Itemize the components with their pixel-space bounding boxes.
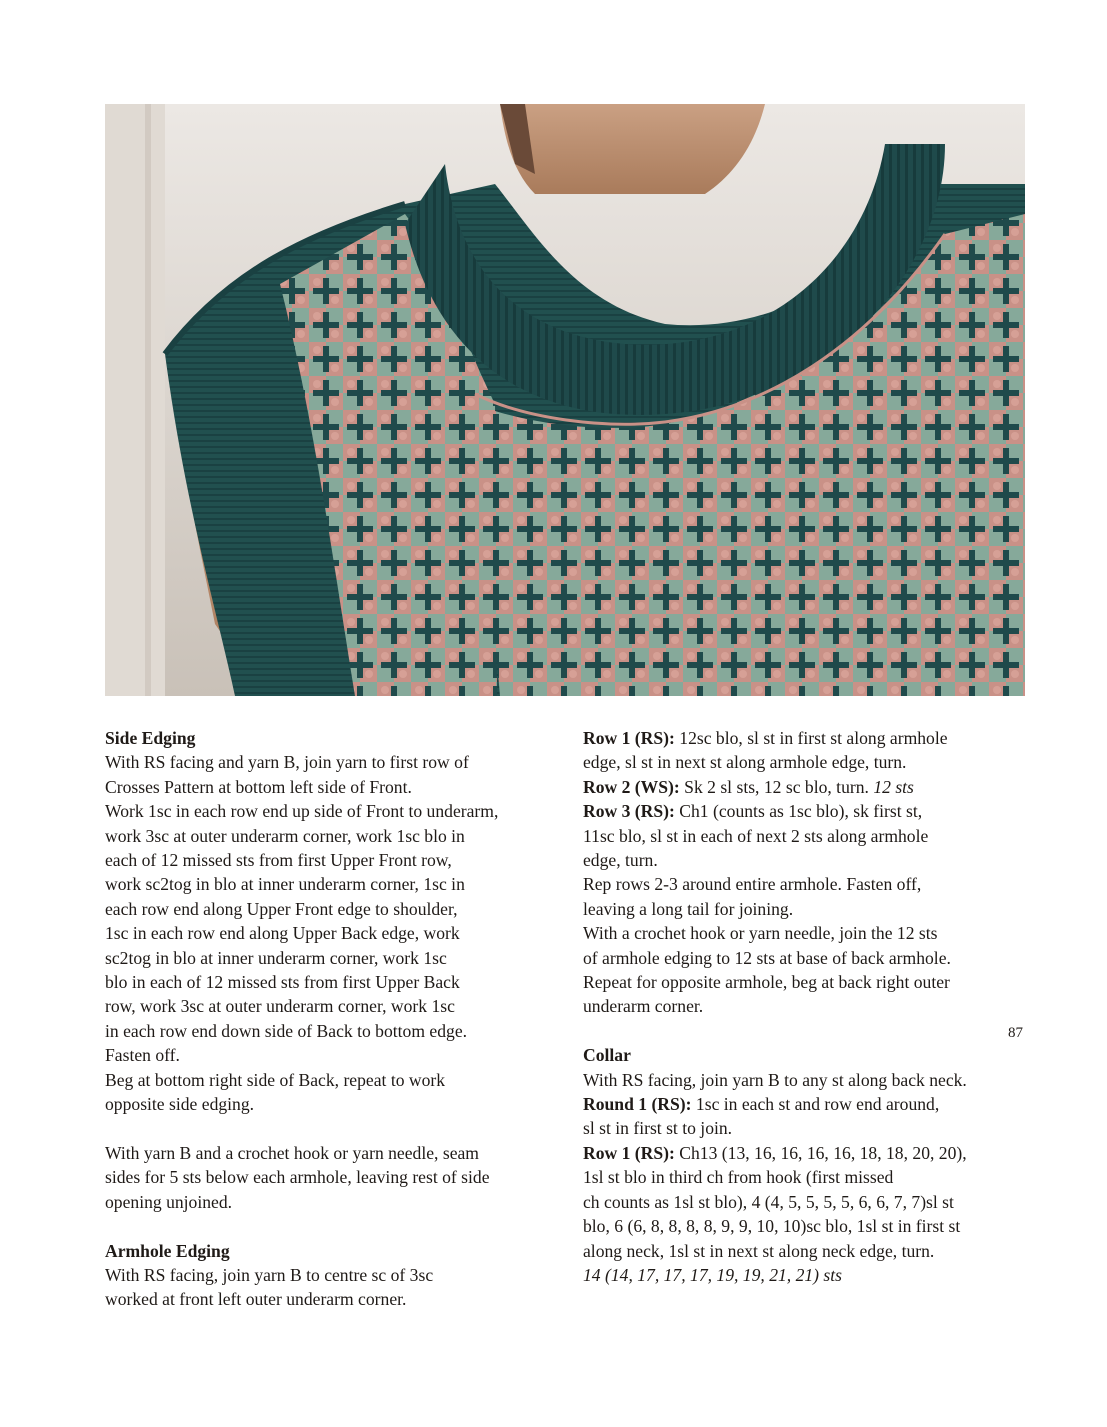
text-line: each row end along Upper Front edge to shoulder, xyxy=(105,898,458,919)
text-line: sc2tog in blo at inner underarm corner, work 1sc xyxy=(105,947,447,968)
spacer xyxy=(583,1019,1023,1043)
collar-heading: Collar xyxy=(583,1045,631,1066)
text-line: worked at front left outer underarm corner. xyxy=(105,1289,407,1310)
armhole-row-1-cont: edge, sl st in next st along armhole edge, turn. xyxy=(583,752,907,773)
text-line: With RS facing and yarn B, join yarn to first row of xyxy=(105,752,469,773)
armhole-repeat-text xyxy=(583,872,1023,1018)
text-line: 1sl st blo in third ch from hook (first missed xyxy=(583,1167,894,1188)
text-line: Fasten off. xyxy=(105,1045,180,1066)
collar-intro: With RS facing, join yarn B to any st along back neck. xyxy=(583,1069,967,1090)
armhole-edging-text xyxy=(105,1263,555,1312)
text-line: leaving a long tail for joining. xyxy=(583,898,794,919)
collar-stitch-count xyxy=(583,1263,1023,1287)
text-line: Repeat for opposite armhole, beg at back right outer xyxy=(583,972,950,993)
side-edging-text xyxy=(105,750,555,1116)
text-line: With yarn B and a crochet hook or yarn needle, seam xyxy=(105,1142,479,1163)
left-column xyxy=(105,726,555,1312)
right-column xyxy=(583,726,1023,1287)
text-line: each of 12 missed sts from first Upper Front row, xyxy=(105,850,452,871)
row-label: Row 1 (RS): xyxy=(583,1142,675,1163)
text-line: blo in each of 12 missed sts from first Upper Back xyxy=(105,972,460,993)
collar-round-1 xyxy=(583,1092,1023,1116)
text-line: Rep rows 2-3 around entire armhole. Fasten off, xyxy=(583,874,922,895)
stitch-count: 14 (14, 17, 17, 17, 19, 19, 21, 21) sts xyxy=(583,1264,843,1285)
armhole-row-3 xyxy=(583,799,1023,823)
text-line: work sc2tog in blo at inner underarm corner, 1sc in xyxy=(105,874,465,895)
seam-text xyxy=(105,1141,555,1214)
row-text: Sk 2 sl sts, 12 sc blo, turn. xyxy=(679,776,874,797)
page-number: 87 xyxy=(1008,1025,1023,1041)
text-line: of armhole edging to 12 sts at base of back armhole. xyxy=(583,947,951,968)
armhole-edging-heading: Armhole Edging xyxy=(105,1240,230,1261)
row-label: Row 3 (RS): xyxy=(583,801,675,822)
text-line: With a crochet hook or yarn needle, join the 12 sts xyxy=(583,923,938,944)
collar-round-1-cont: sl st in first st to join. xyxy=(583,1118,733,1139)
armhole-row-3-cont: edge, turn. xyxy=(583,850,658,871)
text-line: Work 1sc in each row end up side of Front to underarm, xyxy=(105,801,499,822)
text-line: in each row end down side of Back to bottom edge. xyxy=(105,1020,468,1041)
text-line: opposite side edging. xyxy=(105,1094,255,1115)
armhole-row-1 xyxy=(583,726,1023,750)
text-line: row, work 3sc at outer underarm corner, work 1sc xyxy=(105,996,455,1017)
text-line: underarm corner. xyxy=(583,996,704,1017)
text-line: With RS facing, join yarn B to centre sc of 3sc xyxy=(105,1264,434,1285)
row-text: Ch13 (13, 16, 16, 16, 16, 18, 18, 20, 20), xyxy=(674,1142,967,1163)
crochet-vest-image xyxy=(105,104,1025,696)
armhole-row-2 xyxy=(583,775,1023,799)
text-line: work 3sc at outer underarm corner, work 1sc blo in xyxy=(105,825,465,846)
text-line: Beg at bottom right side of Back, repeat to work xyxy=(105,1069,446,1090)
text-line: Crosses Pattern at bottom left side of Front. xyxy=(105,776,412,797)
armhole-row-3-cont: 11sc blo, sl st in each of next 2 sts along armhole xyxy=(583,825,929,846)
side-edging-heading: Side Edging xyxy=(105,728,196,748)
text-line: sides for 5 sts below each armhole, leaving rest of side xyxy=(105,1167,490,1188)
spacer xyxy=(105,1214,555,1238)
row-text: Ch1 (counts as 1sc blo), sk first st, xyxy=(674,801,923,822)
collar-row-1 xyxy=(583,1141,1023,1165)
text-line: blo, 6 (6, 8, 8, 8, 8, 9, 9, 10, 10)sc blo, 1sl st in first st xyxy=(583,1216,961,1237)
spacer xyxy=(105,1117,555,1141)
collar-row-1-text xyxy=(583,1165,1023,1263)
text-line: ch counts as 1sl st blo), 4 (4, 5, 5, 5, 5, 6, 6, 7, 7)sl st xyxy=(583,1191,954,1212)
row-label: Row 1 (RS): xyxy=(583,728,675,748)
vest-photo xyxy=(105,104,1025,696)
row-text: 12sc blo, sl st in first st along armhole xyxy=(674,728,948,748)
stitch-count: 12 sts xyxy=(873,776,914,797)
text-line: along neck, 1sl st in next st along neck edge, turn. xyxy=(583,1240,935,1261)
round-label: Round 1 (RS): xyxy=(583,1094,692,1115)
text-line: opening unjoined. xyxy=(105,1191,233,1212)
text-line: 1sc in each row end along Upper Back edge, work xyxy=(105,923,460,944)
round-text: 1sc in each st and row end around, xyxy=(691,1094,940,1115)
row-label: Row 2 (WS): xyxy=(583,776,680,797)
